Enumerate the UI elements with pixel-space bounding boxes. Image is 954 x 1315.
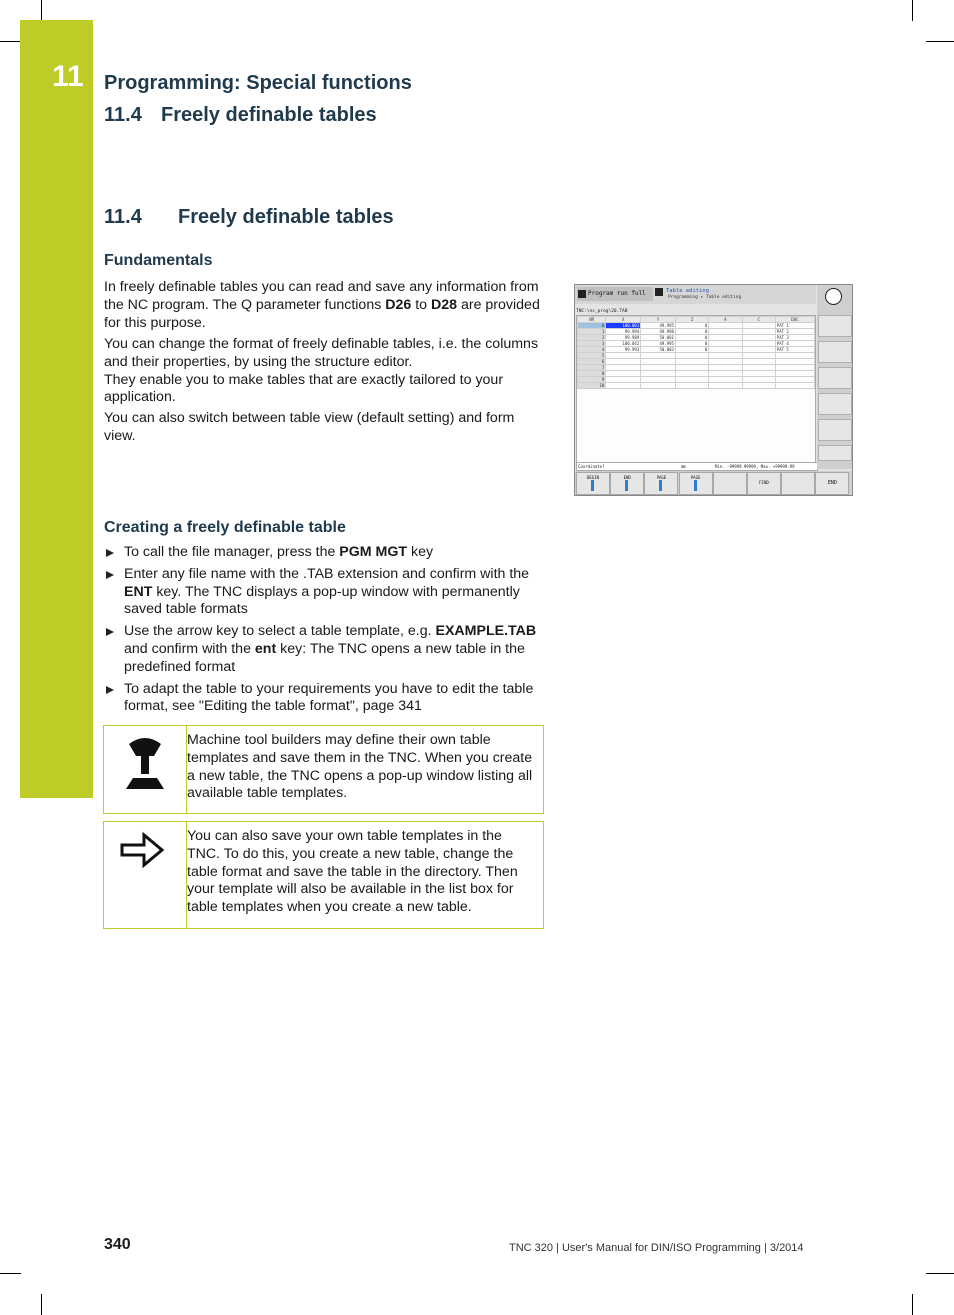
step-item: Use the arrow key to select a table template, e.g. EXAMPLE.TAB and confirm with the ent key: The TNC opens a new table in the predefined format xyxy=(104,623,549,676)
softkey-end[interactable]: END xyxy=(610,472,644,495)
bullet-arrow-icon xyxy=(106,549,114,557)
softkey-page[interactable]: PAGE xyxy=(644,472,678,495)
table-grid xyxy=(576,315,816,465)
crop-mark xyxy=(926,1273,954,1274)
side-softkey[interactable] xyxy=(818,315,852,337)
arrow-up-icon xyxy=(591,480,594,491)
table-cell[interactable]: 4 xyxy=(578,347,606,353)
section-title: 11.4 Freely definable tables xyxy=(104,206,394,228)
table-cell[interactable]: 0 xyxy=(578,323,606,329)
table-cell[interactable]: 49.998 xyxy=(641,329,676,335)
mode-table-editing: Table editing Programming ▸ Table editing xyxy=(655,287,815,303)
step-item: Enter any file name with the .TAB extension and confirm with the ENT key. The TNC displays a pop-up window with permanently saved table formats xyxy=(104,566,549,619)
fundamentals-paragraph-2: You can change the format of freely definable tables, i.e. the columns and their properties, by using the structure editor. They enable you to make tables that are exactly tailored to your application. xyxy=(104,336,539,406)
table-cell[interactable]: PAT 3 xyxy=(775,335,814,341)
table-cell[interactable]: 50.003 xyxy=(641,347,676,353)
fundamentals-paragraph-1: In freely definable tables you can read and save any information from the NC program. The Q parameter functions D26 to D28 are provided for this purpose. xyxy=(104,279,540,331)
tip-note-text: You can also save your own table templates in the TNC. To do this, you create a new table, change the table format and save the table in the directory. Then your template will also be available in the list box for table templates when you create a new table. xyxy=(187,828,518,916)
column-header[interactable]: Z xyxy=(675,317,708,323)
step-item: To call the file manager, press the PGM MGT key xyxy=(104,544,549,562)
edit-icon xyxy=(655,288,663,296)
table-cell[interactable]: 49.995 xyxy=(641,323,676,329)
column-header[interactable]: X xyxy=(606,317,641,323)
table-cell[interactable]: 99.994 xyxy=(606,329,641,335)
mode-program-run: Program run full xyxy=(577,287,653,301)
table-cell[interactable]: 9 xyxy=(578,377,606,383)
arrow-down-icon xyxy=(694,480,697,491)
fundamentals-heading: Fundamentals xyxy=(104,252,213,269)
table-cell[interactable]: 6 xyxy=(578,359,606,365)
table-cell[interactable]: 0 xyxy=(675,323,708,329)
running-section-title: 11.4 Freely definable tables xyxy=(104,104,377,126)
side-softkey[interactable] xyxy=(818,367,852,389)
screen-header xyxy=(575,285,816,304)
table-cell[interactable]: 3 xyxy=(578,341,606,347)
table-cell[interactable] xyxy=(709,383,742,389)
horizontal-softkey-bar xyxy=(575,471,852,495)
bullet-arrow-icon xyxy=(106,571,114,579)
table-cell[interactable]: 100.001 xyxy=(606,323,641,329)
table-cell[interactable]: 0 xyxy=(675,341,708,347)
table-cell[interactable] xyxy=(675,383,708,389)
table-row[interactable] xyxy=(578,383,815,389)
status-row: Coordinate? mm Min. -99999.99999, Max. +99999.99 xyxy=(576,462,818,471)
column-header[interactable]: Y xyxy=(641,317,676,323)
side-softkey[interactable] xyxy=(818,341,852,363)
table-cell[interactable]: 8 xyxy=(578,371,606,377)
side-softkey[interactable] xyxy=(818,445,852,461)
crop-mark xyxy=(912,1294,913,1315)
table-cell[interactable]: PAT 5 xyxy=(775,347,814,353)
machine-tool-icon xyxy=(104,726,187,813)
table-cell[interactable]: 1 xyxy=(578,329,606,335)
crop-mark xyxy=(0,1273,21,1274)
page-number: 340 xyxy=(104,1236,131,1253)
table-cell[interactable]: 0 xyxy=(675,347,708,353)
column-header[interactable]: NR xyxy=(578,317,606,323)
softkey-page[interactable]: PAGE xyxy=(679,472,713,495)
table-cell[interactable] xyxy=(742,383,775,389)
softkey-end[interactable]: END xyxy=(815,472,849,495)
crop-mark xyxy=(926,41,954,42)
side-softkey[interactable] xyxy=(818,393,852,415)
table-cell[interactable]: 7 xyxy=(578,365,606,371)
table-cell[interactable]: 0 xyxy=(675,329,708,335)
softkey-empty[interactable] xyxy=(781,472,815,495)
table-cell[interactable]: 100.042 xyxy=(606,341,641,347)
table-cell[interactable]: PAT 4 xyxy=(775,341,814,347)
table-cell[interactable]: 0 xyxy=(675,335,708,341)
creating-heading: Creating a freely definable table xyxy=(104,519,346,536)
table-cell[interactable]: 99.989 xyxy=(606,335,641,341)
softkey-begin[interactable]: BEGIN xyxy=(576,472,610,495)
crop-mark xyxy=(912,0,913,21)
machine-note-text: Machine tool builders may define their own table templates and save them in the TNC. When you create a new table, the TNC opens a pop-up window listing all available table templates. xyxy=(187,732,533,802)
chapter-bar xyxy=(20,20,93,798)
footer-text: TNC 320 | User's Manual for DIN/ISO Programming | 3/2014 xyxy=(509,1242,804,1254)
table-cell[interactable]: 50.001 xyxy=(641,335,676,341)
clock-icon xyxy=(825,288,842,305)
crop-mark xyxy=(41,1294,42,1315)
arrow-down-icon xyxy=(625,480,628,491)
tip-note-box xyxy=(103,821,544,929)
tnc-screenshot xyxy=(574,284,853,496)
step-item: To adapt the table to your requirements you have to edit the table format, see "Editing the table format", page 341 xyxy=(104,681,549,717)
table-cell[interactable]: PAT 2 xyxy=(775,329,814,335)
arrow-up-icon xyxy=(659,480,662,491)
vertical-softkey-bar xyxy=(817,285,852,469)
crop-mark xyxy=(41,0,42,21)
table-cell[interactable]: 10 xyxy=(578,383,606,389)
arrow-right-icon xyxy=(104,822,187,928)
bullet-arrow-icon xyxy=(106,686,114,694)
column-header[interactable]: DOC xyxy=(775,317,814,323)
bullet-arrow-icon xyxy=(106,628,114,636)
softkey-find[interactable]: FIND xyxy=(747,472,781,495)
crop-mark xyxy=(0,41,21,42)
chapter-number: 11 xyxy=(52,60,84,93)
nc-table xyxy=(577,316,815,389)
softkey-empty[interactable] xyxy=(713,472,747,495)
column-header[interactable]: A xyxy=(709,317,742,323)
machine-note-box xyxy=(103,725,544,814)
table-cell[interactable] xyxy=(606,383,641,389)
table-cell[interactable]: 5 xyxy=(578,353,606,359)
table-cell[interactable] xyxy=(775,383,814,389)
table-cell[interactable]: PAT 1 xyxy=(775,323,814,329)
steps-list xyxy=(104,544,549,720)
fundamentals-paragraph-3: You can also switch between table view (default setting) and form view. xyxy=(104,410,515,444)
table-cell[interactable]: 49.995 xyxy=(641,341,676,347)
chapter-title: Programming: Special functions xyxy=(104,72,412,94)
column-header[interactable]: C xyxy=(742,317,775,323)
table-cell[interactable]: 2 xyxy=(578,335,606,341)
side-softkey[interactable] xyxy=(818,419,852,441)
table-cell[interactable] xyxy=(641,383,676,389)
table-cell[interactable]: 99.993 xyxy=(606,347,641,353)
file-path: TNC:\nc_prog\20.TAB xyxy=(576,309,628,314)
